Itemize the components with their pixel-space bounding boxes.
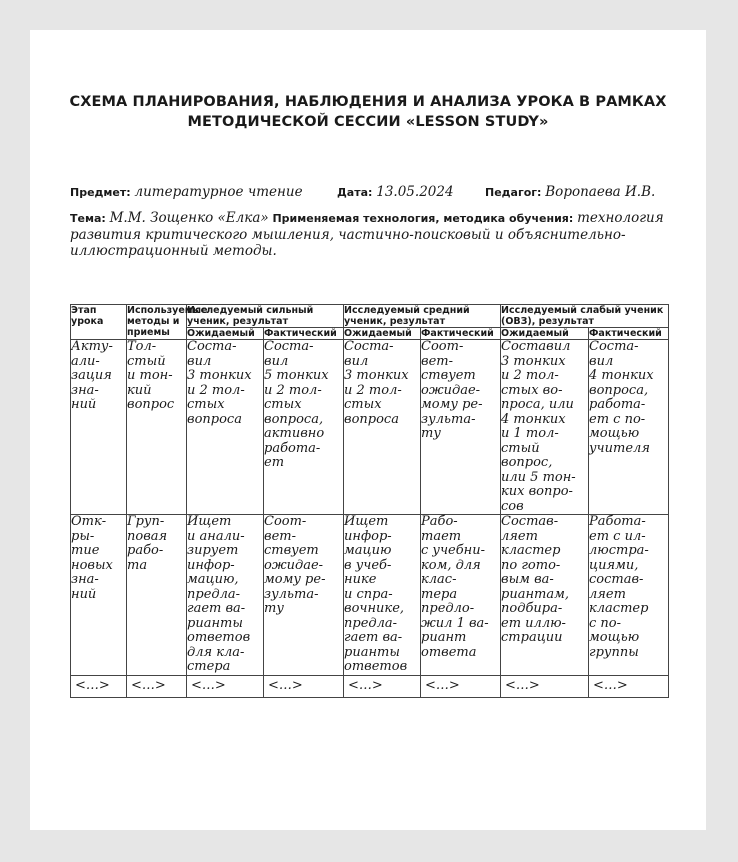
- teacher-label: Педагог:: [485, 186, 542, 199]
- table-header-row: [71, 305, 669, 328]
- cell-middle-actual: Соот- вет- ствует ожидае- мому ре- зульта- ту: [421, 340, 501, 515]
- cell-methods: Тол- стый и тон- кий вопрос: [127, 340, 187, 515]
- subject-value: литературное чтение: [134, 184, 303, 200]
- header-weak-actual: Фактический: [589, 328, 669, 340]
- cell-middle-expected: <…>: [344, 675, 421, 697]
- cell-strong-expected: Соста- вил 3 тонких и 2 тол- стых вопроса: [187, 340, 264, 515]
- cell-weak-actual: <…>: [589, 675, 669, 697]
- subject-field: [70, 184, 303, 200]
- title-line-1: СХЕМА ПЛАНИРОВАНИЯ, НАБЛЮДЕНИЯ И АНАЛИЗА УРОКА В РАМКАХ: [69, 94, 667, 110]
- table-row: [71, 675, 669, 697]
- header-stage: Этап урока: [71, 305, 127, 340]
- tech-value: технология развития критического мышления, частично-поисковый и объяснительно-иллюстрационный методы.: [70, 210, 664, 259]
- cell-weak-actual: Работа- ет с ил- люстра- циями, состав- ляет кластер с по- мощью группы: [589, 515, 669, 676]
- cell-stage: <…>: [71, 675, 127, 697]
- header-middle-student: Исследуемый средний ученик, результат: [344, 305, 501, 328]
- header-middle-actual: Фактический: [421, 328, 501, 340]
- table-row: [71, 340, 669, 515]
- cell-strong-actual: Соста- вил 5 тонких и 2 тол- стых вопроса, активно работа- ет: [264, 340, 344, 515]
- cell-methods: Груп- повая рабо- та: [127, 515, 187, 676]
- cell-middle-actual: <…>: [421, 675, 501, 697]
- header-strong-expected: Ожидаемый: [187, 328, 264, 340]
- cell-weak-actual: Соста- вил 4 тонких вопроса, работа- ет с по- мощью учителя: [589, 340, 669, 515]
- cell-strong-expected: Ищет и анали- зирует инфор- мацию, предла- гает ва- рианты ответов для кла- стера: [187, 515, 264, 676]
- cell-stage: Акту- али- зация зна- ний: [71, 340, 127, 515]
- cell-methods: <…>: [127, 675, 187, 697]
- cell-strong-actual: <…>: [264, 675, 344, 697]
- header-strong-student: Исследуемый сильный ученик, результат: [187, 305, 344, 328]
- date-value: 13.05.2024: [376, 184, 454, 200]
- date-field: [337, 184, 454, 200]
- theme-value: М.М. Зощенко «Елка»: [109, 210, 269, 226]
- tech-label: Применяемая технология, методика обучения:: [272, 212, 574, 225]
- document-page: [30, 30, 706, 830]
- header-weak-student: Исследуемый слабый ученик (ОВЗ), результат: [501, 305, 669, 328]
- cell-strong-expected: <…>: [187, 675, 264, 697]
- cell-middle-expected: Ищет инфор- мацию в учеб- нике и спра- вочнике, предла- гает ва- рианты ответов: [344, 515, 421, 676]
- theme-paragraph: [70, 210, 670, 259]
- theme-label: Тема:: [70, 212, 106, 225]
- header-methods: Используемые методы и приемы: [127, 305, 208, 338]
- cell-weak-expected: Состав- ляет кластер по гото- вым ва- риантам, подбира- ет иллю- страции: [501, 515, 589, 676]
- date-label: Дата:: [337, 186, 373, 199]
- teacher-value: Воропаева И.В.: [545, 184, 656, 200]
- cell-weak-expected: <…>: [501, 675, 589, 697]
- cell-strong-actual: Соот- вет- ствует ожидае- мому ре- зульта- ту: [264, 515, 344, 676]
- cell-stage: Отк- ры- тие новых зна- ний: [71, 515, 127, 676]
- cell-weak-expected: Составил 3 тонких и 2 тол- стых во- проса, или 4 тонких и 1 тол- стый вопрос, или 5 тон- ких вопро- сов: [501, 340, 589, 515]
- cell-middle-actual: Рабо- тает с учебни- ком, для клас- тера предло- жил 1 ва- риант ответа: [421, 515, 501, 676]
- teacher-field: [485, 184, 655, 200]
- document-title: [30, 92, 706, 132]
- header-middle-expected: Ожидаемый: [344, 328, 421, 340]
- subject-label: Предмет:: [70, 186, 131, 199]
- title-line-2: МЕТОДИЧЕСКОЙ СЕССИИ «LESSON STUDY»: [187, 114, 549, 130]
- lesson-plan-table: [70, 304, 669, 698]
- header-strong-actual: Фактический: [264, 328, 344, 340]
- cell-middle-expected: Соста- вил 3 тонких и 2 тол- стых вопроса: [344, 340, 421, 515]
- header-weak-expected: Ожидаемый: [501, 328, 589, 340]
- table-row: [71, 515, 669, 676]
